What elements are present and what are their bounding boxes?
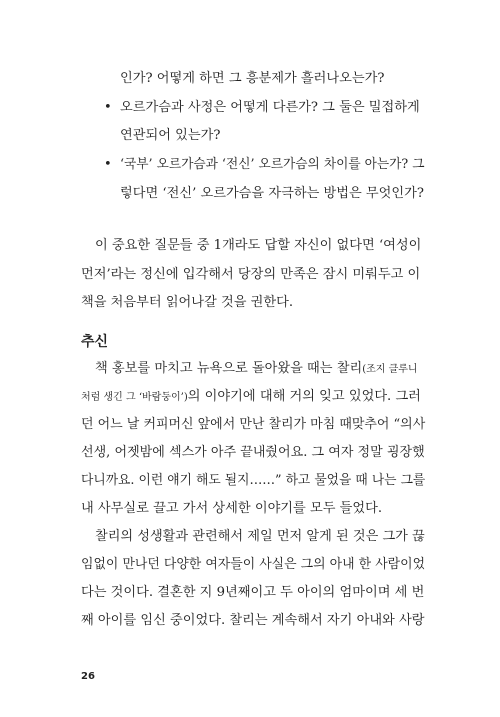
page-number: 26 <box>81 671 95 682</box>
section-heading: 추신 <box>81 334 109 350</box>
intro-line-1: 이 중요한 질문들 중 1개라도 답할 자신이 없다면 ‘여성이 <box>95 238 422 253</box>
p1-line-5: 다니까요. 이런 얘기 해도 될지……” 하고 물었을 때 나는 그를 <box>81 473 426 488</box>
bullet-2-line-1: 오르가슴과 사정은 어떻게 다른가? 그 둘은 밀접하게 <box>120 100 420 115</box>
bullet-marker: • <box>104 157 112 172</box>
intro-line-3: 책을 처음부터 읽어나갈 것을 권한다. <box>81 295 294 310</box>
p2-line-3: 다는 것이다. 결혼한 지 9년째이고 두 아이의 엄마이며 세 번 <box>81 585 425 600</box>
p2-line-2: 임없이 만나던 다양한 여자들이 사실은 그의 아내 한 사람이었 <box>81 557 426 572</box>
p1-line-6: 내 사무실로 끌고 가서 상세한 이야기를 모두 들었다. <box>81 501 383 516</box>
p1-line-1-note: (조지 클루니 <box>362 364 418 375</box>
bullet-1-continuation: 인가? 어떻게 하면 그 흥분제가 흘러나오는가? <box>120 71 385 86</box>
bullet-3-line-1: ‘국부’ 오르가슴과 ‘전신’ 오르가슴의 차이를 아는가? 그 <box>120 157 425 172</box>
p1-line-2-note: 처럼 생긴 그 ‘바람둥이’) <box>81 392 188 403</box>
p1-line-4: 선생, 어젯밤에 섹스가 아주 끝내줬어요. 그 여자 정말 굉장했 <box>81 445 425 460</box>
bullet-3-line-2: 렇다면 ‘전신’ 오르가슴을 자극하는 방법은 무엇인가? <box>120 186 424 201</box>
p1-line-1 <box>95 360 418 379</box>
p2-line-4: 째 아이를 임신 중이었다. 찰리는 계속해서 자기 아내와 사랑 <box>81 613 425 628</box>
p1-line-2-text: 의 이야기에 대해 거의 잊고 있었다. 그러 <box>187 389 421 404</box>
bullet-marker: • <box>104 100 112 115</box>
p1-line-2 <box>81 388 421 407</box>
bullet-2-line-2: 연관되어 있는가? <box>120 128 221 143</box>
intro-line-2: 먼저’라는 정신에 입각해서 당장의 만족은 잠시 미뤄두고 이 <box>81 267 421 282</box>
p1-line-3: 던 어느 날 커피머신 앞에서 만난 찰리가 마침 때맞추어 “의사 <box>81 417 426 432</box>
p2-line-1: 찰리의 성생활과 관련해서 제일 먼저 알게 된 것은 그가 끊 <box>95 529 425 544</box>
p1-line-1-text: 책 홍보를 마치고 뉴욕으로 돌아왔을 때는 찰리 <box>95 361 363 376</box>
